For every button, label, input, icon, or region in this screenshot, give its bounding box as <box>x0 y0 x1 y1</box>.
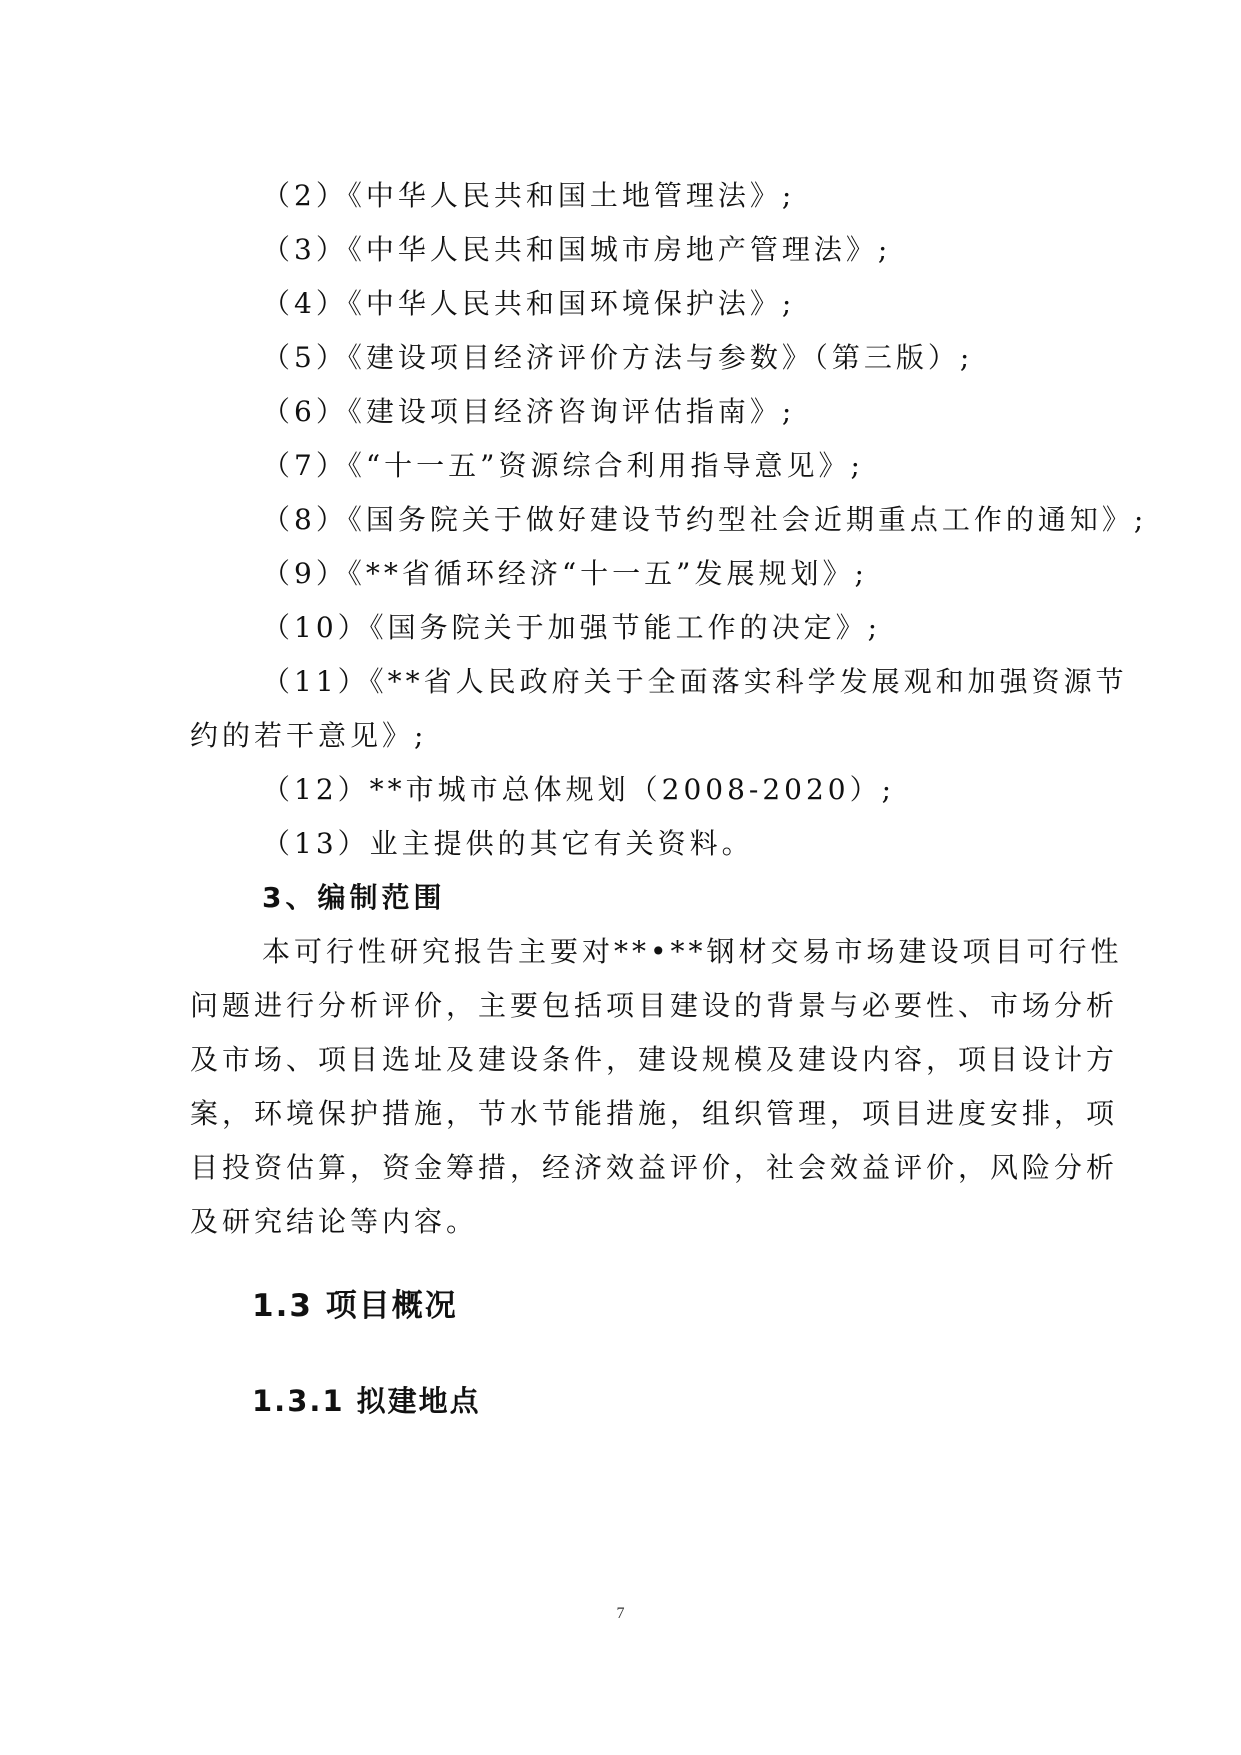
reference-item-11: （11）《**省人民政府关于全面落实科学发展观和加强资源节 <box>262 665 1128 698</box>
scope-paragraph-line: 及市场、项目选址及建设条件，建设规模及建设内容，项目设计方 <box>190 1043 1119 1076</box>
section-1-3-1-heading: 1.3.1 拟建地点 <box>252 1384 481 1418</box>
reference-item-5: （5）《建设项目经济评价方法与参数》（第三版）; <box>262 341 974 374</box>
reference-item-13: （13）业主提供的其它有关资料。 <box>262 827 754 860</box>
scope-paragraph-line: 本可行性研究报告主要对**•**钢材交易市场建设项目可行性 <box>262 935 1123 968</box>
reference-item-6: （6）《建设项目经济咨询评估指南》; <box>262 395 796 428</box>
reference-item-3: （3）《中华人民共和国城市房地产管理法》; <box>262 233 892 266</box>
reference-item-2: （2）《中华人民共和国土地管理法》; <box>262 179 796 212</box>
scope-paragraph-line: 及研究结论等内容。 <box>190 1205 479 1238</box>
scope-paragraph-line: 案，环境保护措施，节水节能措施，组织管理，项目进度安排，项 <box>190 1097 1119 1130</box>
reference-item-12: （12）**市城市总体规划（2008-2020）; <box>262 773 896 806</box>
reference-item-9: （9）《**省循环经济“十一五”发展规划》; <box>262 557 868 590</box>
scope-paragraph-line: 问题进行分析评价，主要包括项目建设的背景与必要性、市场分析 <box>190 989 1119 1022</box>
section-1-3-heading: 1.3 项目概况 <box>252 1288 458 1324</box>
scope-paragraph-line: 目投资估算，资金筹措，经济效益评价，社会效益评价，风险分析 <box>190 1151 1119 1184</box>
reference-item-4: （4）《中华人民共和国环境保护法》; <box>262 287 796 320</box>
reference-item-11-continued: 约的若干意见》; <box>190 719 428 752</box>
section-3-heading: 3、编制范围 <box>262 881 446 914</box>
page-number: 7 <box>616 1605 625 1622</box>
reference-item-10: （10）《国务院关于加强节能工作的决定》; <box>262 611 882 644</box>
reference-item-8: （8）《国务院关于做好建设节约型社会近期重点工作的通知》; <box>262 503 1148 536</box>
reference-item-7: （7）《“十一五”资源综合利用指导意见》; <box>262 449 864 482</box>
